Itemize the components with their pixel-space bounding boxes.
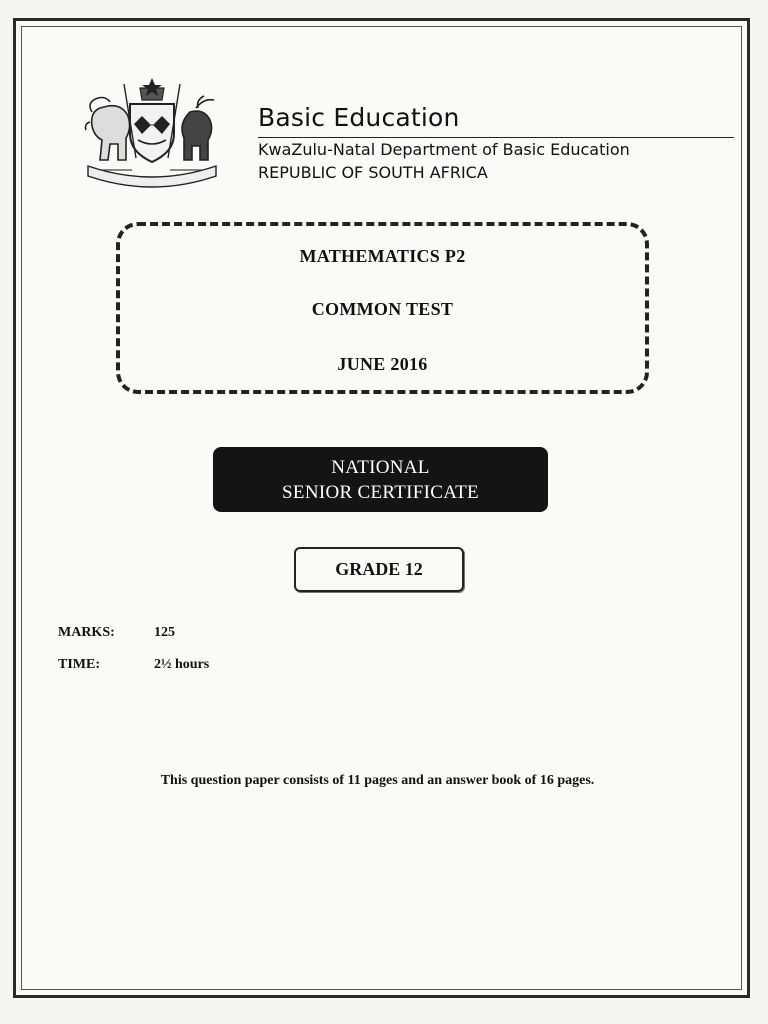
certificate-line-national: NATIONAL [331, 457, 430, 478]
certificate-banner [213, 447, 548, 512]
department-header [258, 102, 734, 184]
time-label: TIME: [58, 657, 100, 672]
certificate-line-senior: SENIOR CERTIFICATE [282, 482, 479, 503]
department-name: KwaZulu-Natal Department of Basic Education [258, 140, 630, 159]
subject-title: MATHEMATICS P2 [299, 246, 466, 266]
grade-box: GRADE 12 [294, 547, 464, 592]
marks-label: MARKS: [58, 625, 115, 640]
time-row [58, 657, 209, 673]
coat-of-arms-icon [78, 78, 226, 188]
time-value: 2½ hours [154, 657, 210, 672]
subject-box [116, 222, 649, 394]
department-title: Basic Education [258, 102, 734, 138]
marks-value: 125 [154, 625, 175, 640]
test-type: COMMON TEST [311, 299, 454, 319]
marks-row [58, 625, 175, 641]
exam-date: JUNE 2016 [337, 354, 428, 374]
country-name: REPUBLIC OF SOUTH AFRICA [258, 163, 488, 182]
page-count-note: This question paper consists of 11 pages and an answer book of 16 pages. [160, 773, 595, 788]
